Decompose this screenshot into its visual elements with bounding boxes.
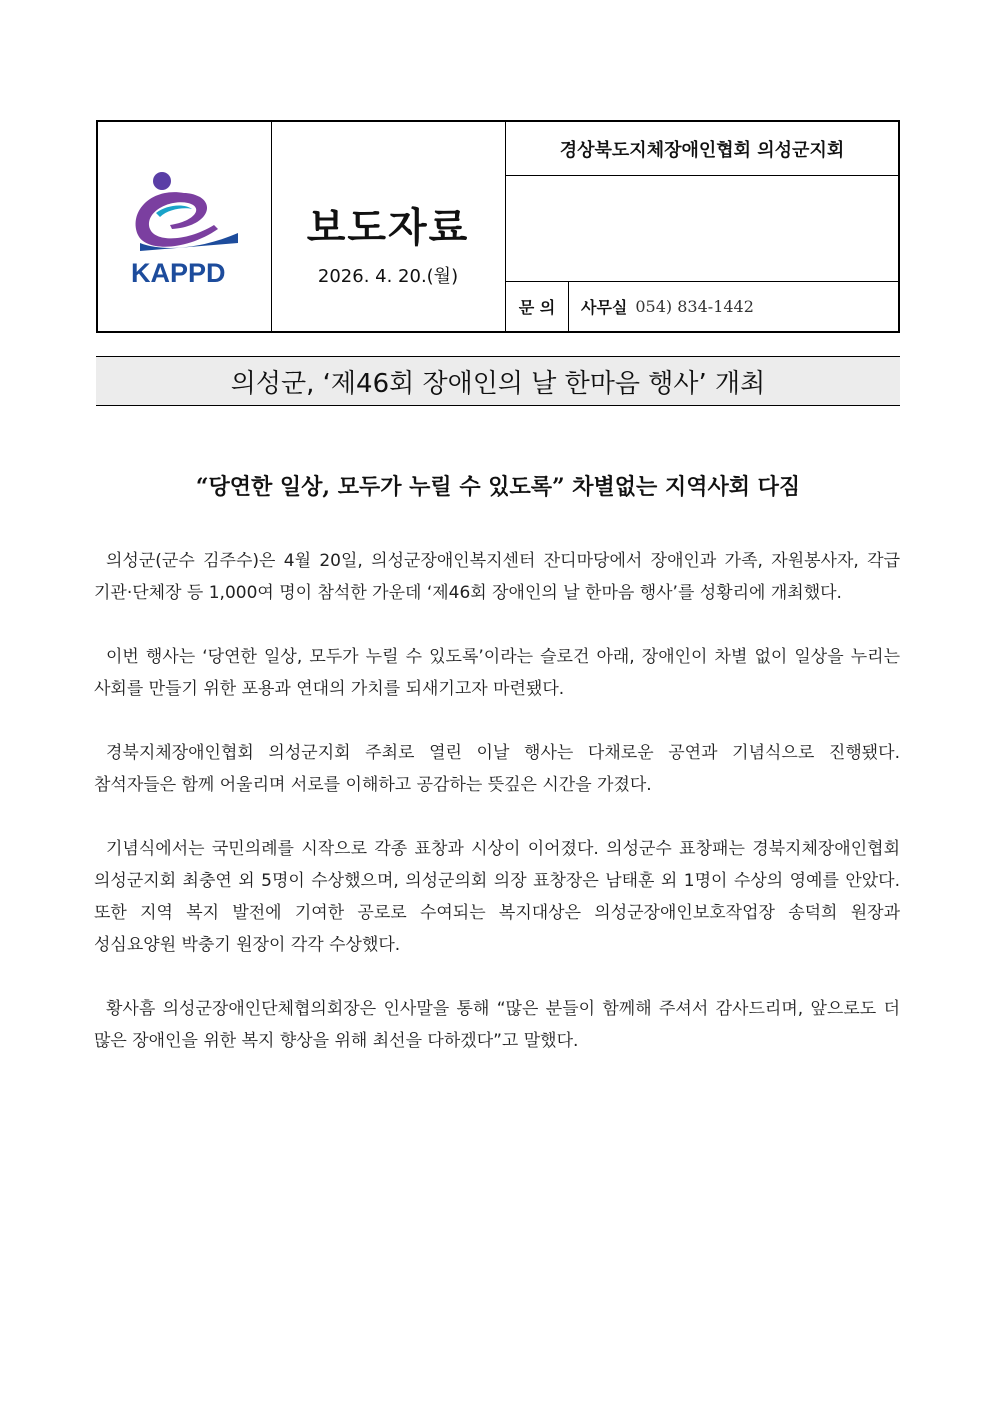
paragraph-4: 기념식에서는 국민의례를 시작으로 각종 표창과 시상이 이어졌다. 의성군수 표창패는 경북지체장애인협회 의성군지회 최충연 외 5명이 수상했으며, 의성군의회 의장 표창장은 남태훈 외 1명이 수상의 영예를 안았다. 또한 지역 복지 발전에 기여한 공로로 수여되는 복지대상은 의성군장애인보호작업장 송덕희 원장과 성심요양원 박충기 원장이 각각 수상했다. — [94, 839, 900, 955]
inquiry-office: 사무실 — [581, 298, 628, 317]
document-type-title: 보도자료 — [306, 205, 470, 251]
paragraph-2: 이번 행사는 ‘당연한 일상, 모두가 누릴 수 있도록’이라는 슬로건 아래, 장애인이 차별 없이 일상을 누리는 사회를 만들기 위한 포용과 연대의 가치를 되새기고자 마련됐다. — [94, 647, 900, 699]
blank-cell — [506, 176, 898, 282]
kappd-logo-icon — [126, 167, 246, 262]
release-date: 2026. 4. 20.(월) — [317, 266, 459, 287]
header-table — [96, 120, 900, 333]
subheadline: “당연한 일상, 모두가 누릴 수 있도록” 차별없는 지역사회 다짐 — [195, 474, 801, 500]
paragraph-1: 의성군(군수 김주수)은 4월 20일, 의성군장애인복지센터 잔디마당에서 장애인과 가족, 자원봉사자, 각급 기관·단체장 등 1,000여 명이 참석한 가운데 ‘제46회 장애인의 날 한마음 행사’를 성황리에 개최했다. — [94, 551, 900, 603]
organization-name: 경상북도지체장애인협회 의성군지회 — [506, 122, 898, 176]
logo-cell — [98, 122, 272, 331]
paragraph-5: 황사흠 의성군장애인단체협의회장은 인사말을 통해 “많은 분들이 함께해 주셔서 감사드리며, 앞으로도 더 많은 장애인을 위한 복지 향상을 위해 최선을 다하겠다”고 말했다. — [94, 999, 900, 1051]
article-body — [94, 545, 900, 1089]
inquiry-label: 문 의 — [506, 282, 569, 331]
paragraph-3: 경북지체장애인협회 의성군지회 주최로 열린 이날 행사는 다채로운 공연과 기념식으로 진행됐다. 참석자들은 함께 어울리며 서로를 이해하고 공감하는 뜻깊은 시간을 가졌다. — [94, 743, 900, 795]
logo-text: KAPPD — [131, 258, 226, 288]
inquiry-phone: 054) 834-1442 — [635, 297, 754, 316]
title-cell — [271, 122, 506, 331]
inquiry-contact — [569, 282, 898, 331]
headline: 의성군, ‘제46회 장애인의 날 한마음 행사’ 개최 — [96, 356, 900, 406]
